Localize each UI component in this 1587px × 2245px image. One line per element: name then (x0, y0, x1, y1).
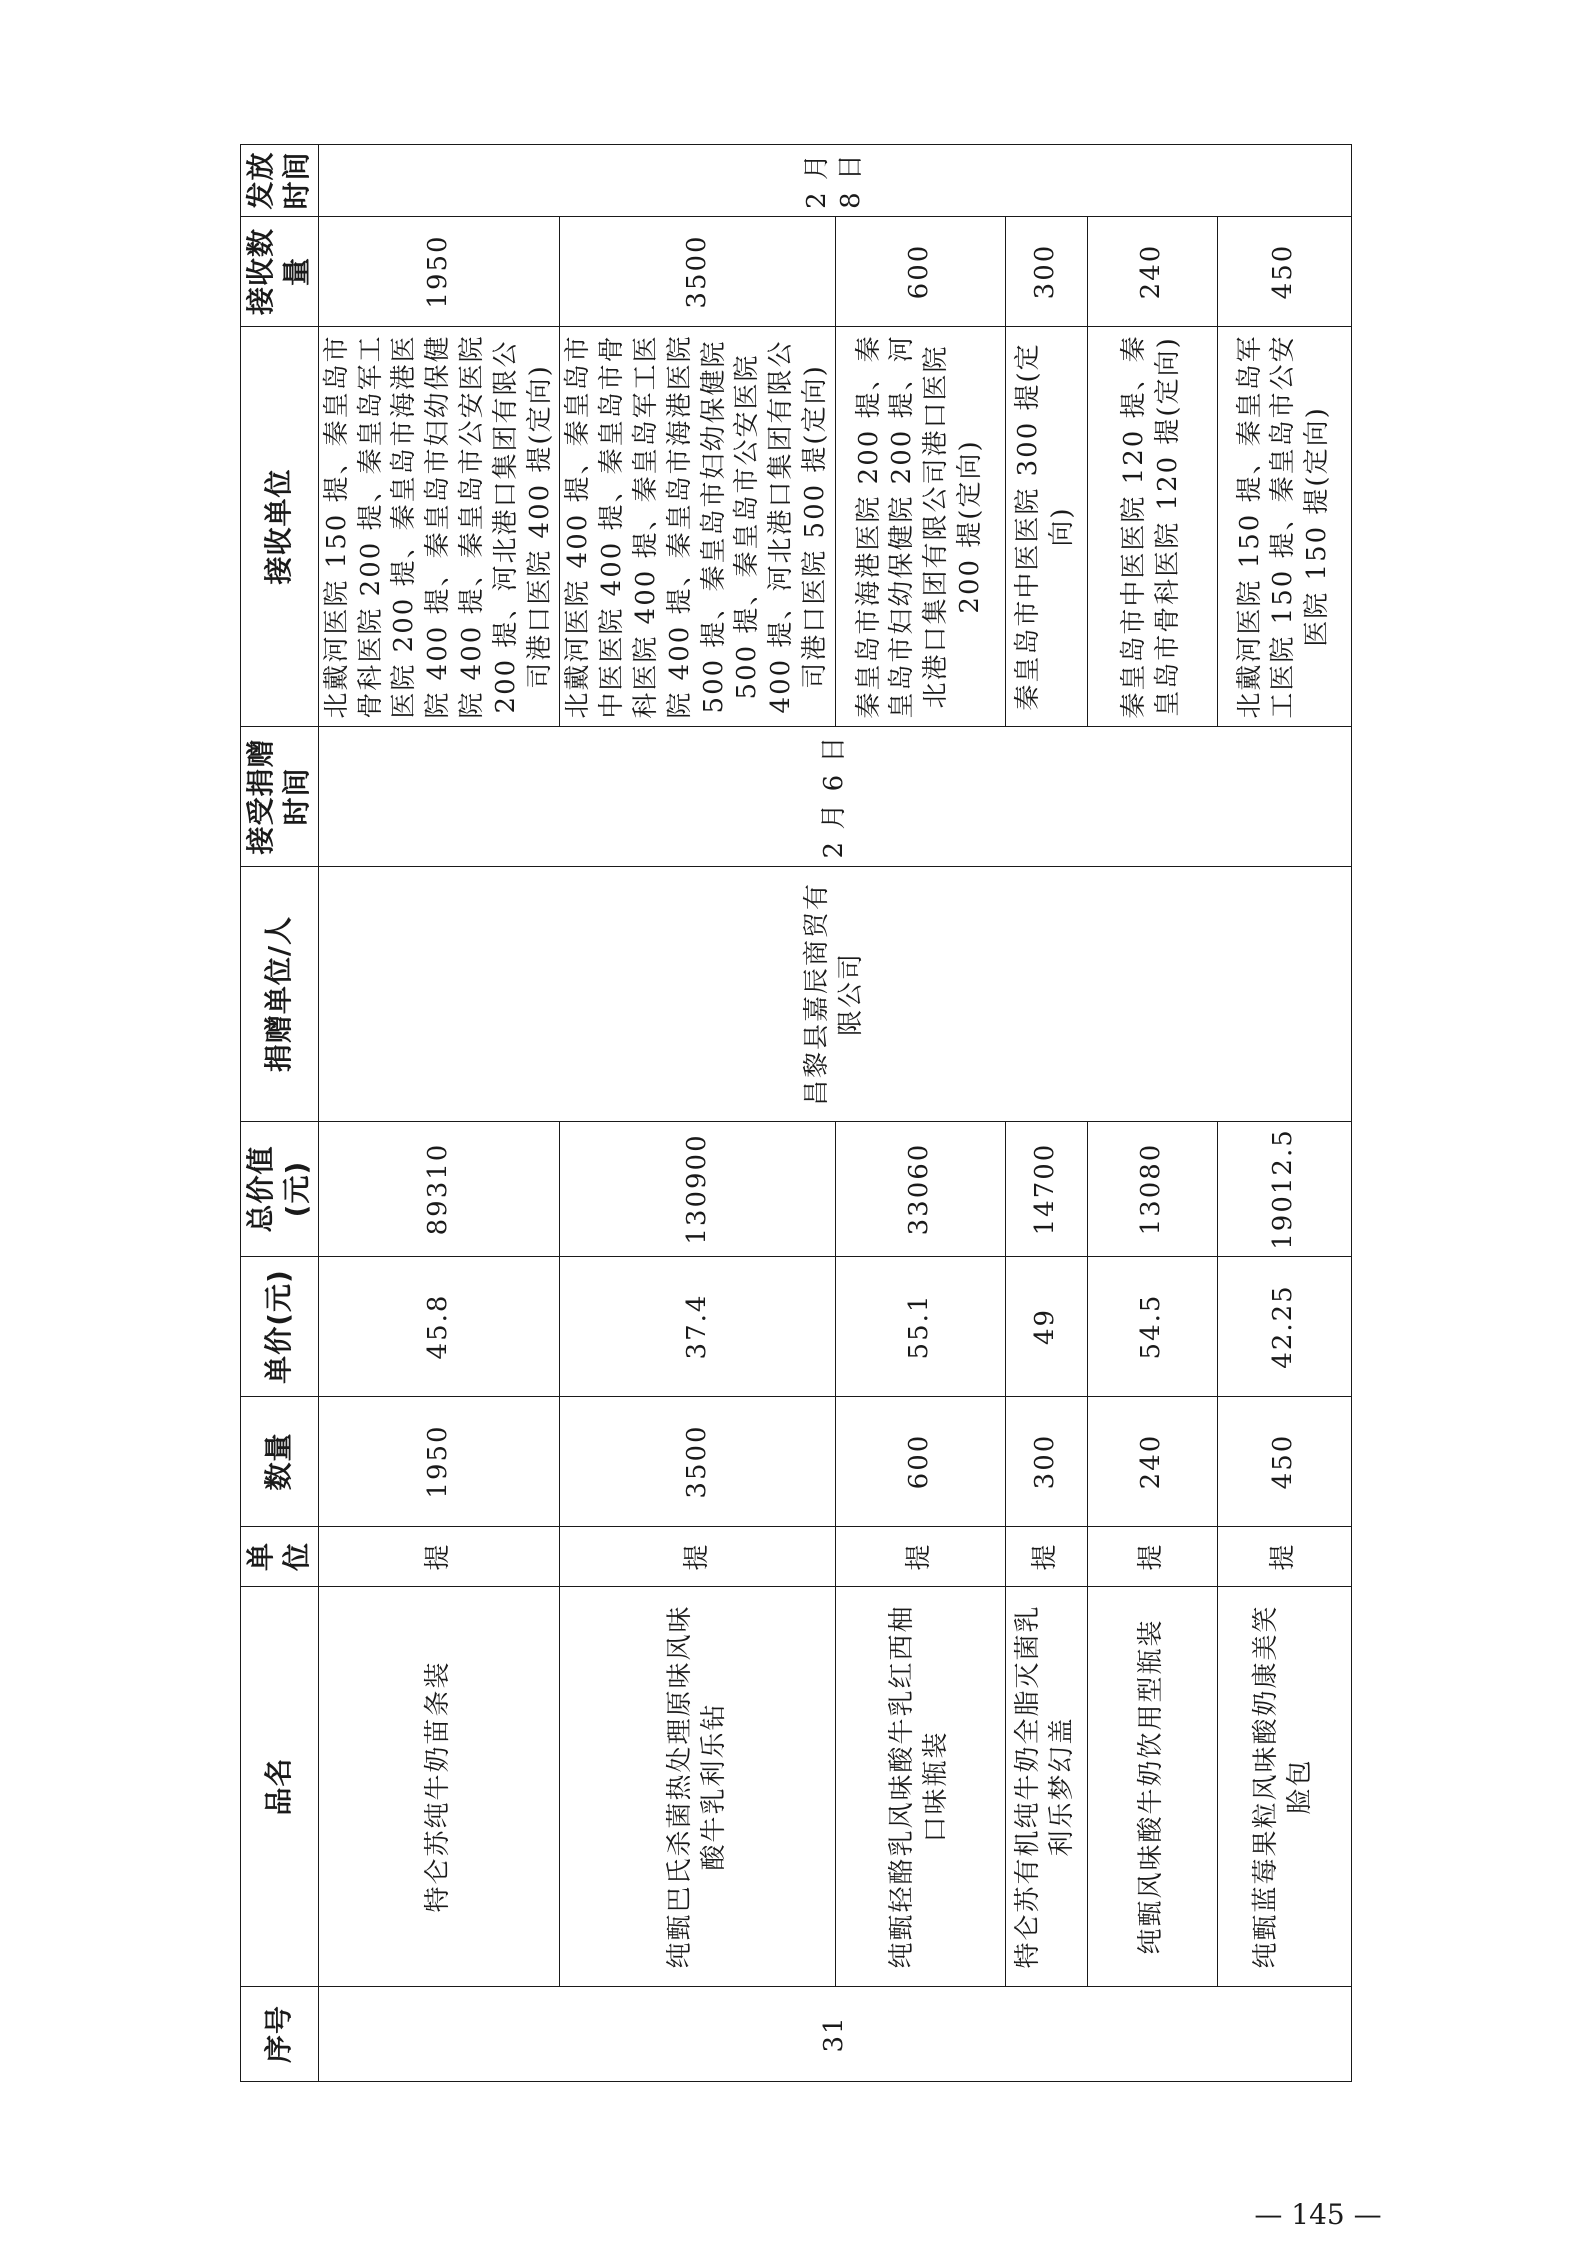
recipient-cell: 北戴河医院 400 提、秦皇岛市中医医院 400 提、秦皇岛市骨科医院 400 提、秦皇岛军工医院 400 提、秦皇岛市海港医院 500 提、秦皇岛市妇幼保健院 500 提、秦皇岛市公安医院 400 提、河北港口集团有限公司港口医院 500 提(定向) (560, 327, 835, 727)
qty-cell: 450 (1217, 1397, 1351, 1527)
donation-table (240, 144, 1352, 2082)
dist-time-cell: 2 月 8 日 (318, 145, 1351, 217)
total-cell: 14700 (1005, 1122, 1087, 1257)
seq-cell: 31 (318, 1987, 1351, 2082)
recv-qty-cell: 450 (1217, 217, 1351, 327)
unit-price-cell: 42.25 (1217, 1257, 1351, 1397)
header-recipient: 接收单位 (241, 327, 319, 727)
total-cell: 89310 (318, 1122, 560, 1257)
total-cell: 13080 (1087, 1122, 1217, 1257)
unit-price-cell: 45.8 (318, 1257, 560, 1397)
recv-qty-cell: 240 (1087, 217, 1217, 327)
header-total: 总价值(元) (241, 1122, 319, 1257)
total-cell: 130900 (560, 1122, 835, 1257)
receive-time-cell: 2 月 6 日 (318, 727, 1351, 867)
header-donor: 捐赠单位/人 (241, 867, 319, 1122)
rotated-table-wrapper (240, 145, 1333, 2082)
recipient-cell: 秦皇岛市海港医院 200 提、秦皇岛市妇幼保健院 200 提、河北港口集团有限公司港口医院 200 提(定向) (835, 327, 1005, 727)
product-name: 纯甄轻酪乳风味酸牛乳红西柚口味瓶装 (835, 1587, 1005, 1987)
unit-cell: 提 (560, 1527, 835, 1587)
qty-cell: 3500 (560, 1397, 835, 1527)
header-qty: 数量 (241, 1397, 319, 1527)
table-row (318, 145, 560, 2082)
page-number: — 145 — (1254, 2198, 1382, 2231)
header-receive-time: 接受捐赠时间 (241, 727, 319, 867)
unit-cell: 提 (835, 1527, 1005, 1587)
product-name: 纯甄巴氏杀菌热处理原味风味酸牛乳利乐钻 (560, 1587, 835, 1987)
unit-price-cell: 55.1 (835, 1257, 1005, 1397)
unit-cell: 提 (1005, 1527, 1087, 1587)
header-name: 品名 (241, 1587, 319, 1987)
header-unit-price: 单价(元) (241, 1257, 319, 1397)
donor-cell: 昌黎县嘉辰商贸有限公司 (318, 867, 1351, 1122)
header-unit: 单位 (241, 1527, 319, 1587)
header-row (241, 145, 319, 2082)
header-dist-time: 发放时间 (241, 145, 319, 217)
qty-cell: 600 (835, 1397, 1005, 1527)
qty-cell: 1950 (318, 1397, 560, 1527)
recipient-cell: 北戴河医院 150 提、秦皇岛军工医院 150 提、秦皇岛市公安医院 150 提(定向) (1217, 327, 1351, 727)
product-name: 纯甄风味酸牛奶饮用型瓶装 (1087, 1587, 1217, 1987)
unit-cell: 提 (1087, 1527, 1217, 1587)
unit-cell: 提 (1217, 1527, 1351, 1587)
unit-price-cell: 49 (1005, 1257, 1087, 1397)
unit-price-cell: 54.5 (1087, 1257, 1217, 1397)
header-seq: 序号 (241, 1987, 319, 2082)
unit-price-cell: 37.4 (560, 1257, 835, 1397)
recipient-cell: 秦皇岛市中医医院 300 提(定向) (1005, 327, 1087, 727)
total-cell: 19012.5 (1217, 1122, 1351, 1257)
unit-cell: 提 (318, 1527, 560, 1587)
recv-qty-cell: 3500 (560, 217, 835, 327)
recv-qty-cell: 600 (835, 217, 1005, 327)
product-name: 特仑苏有机纯牛奶全脂灭菌乳利乐梦幻盖 (1005, 1587, 1087, 1987)
product-name: 特仑苏纯牛奶苗条装 (318, 1587, 560, 1987)
product-name: 纯甄蓝莓果粒风味酸奶康美笑脸包 (1217, 1587, 1351, 1987)
recipient-cell: 北戴河医院 150 提、秦皇岛市骨科医院 200 提、秦皇岛军工医院 200 提、秦皇岛市海港医院 400 提、秦皇岛市妇幼保健院 400 提、秦皇岛市公安医院 200 提、河北港口集团有限公司港口医院 400 提(定向) (318, 327, 560, 727)
recipient-cell: 秦皇岛市中医医院 120 提、秦皇岛市骨科医院 120 提(定向) (1087, 327, 1217, 727)
qty-cell: 240 (1087, 1397, 1217, 1527)
qty-cell: 300 (1005, 1397, 1087, 1527)
header-recv-qty: 接收数量 (241, 217, 319, 327)
recv-qty-cell: 1950 (318, 217, 560, 327)
recv-qty-cell: 300 (1005, 217, 1087, 327)
total-cell: 33060 (835, 1122, 1005, 1257)
